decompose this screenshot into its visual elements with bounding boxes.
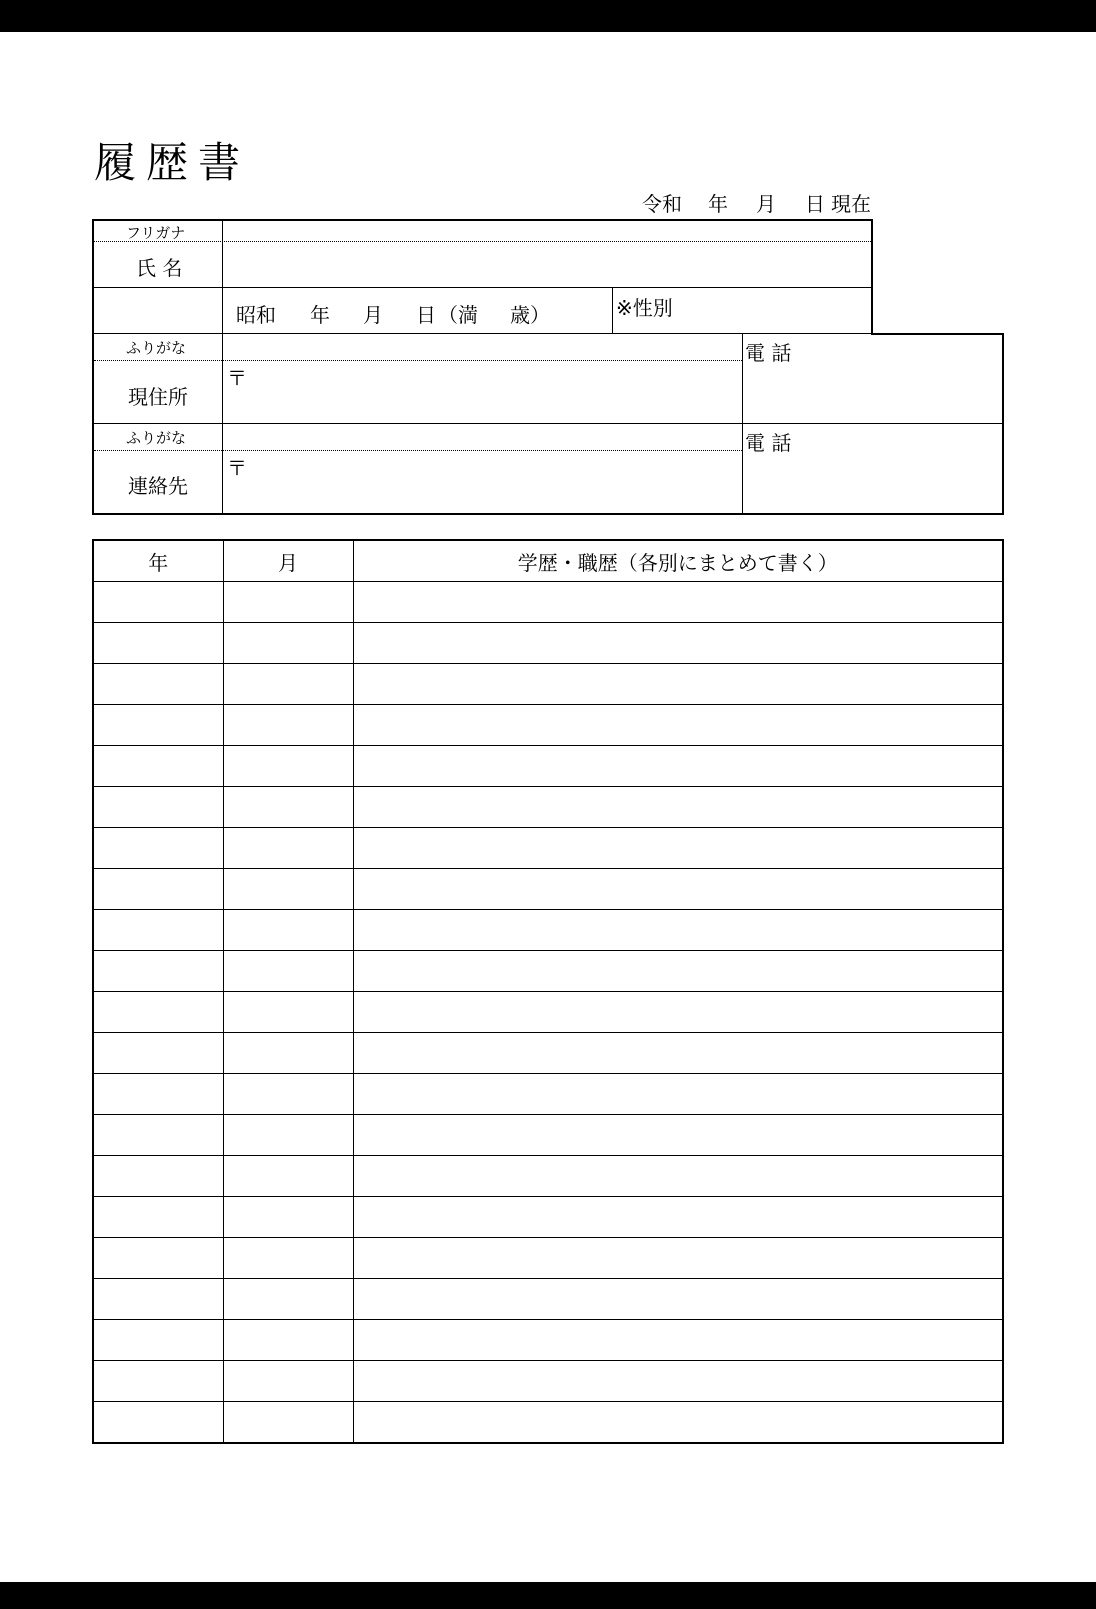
- month-cell[interactable]: [223, 746, 353, 787]
- history-cell[interactable]: [353, 951, 1003, 992]
- date-month-label: 月: [756, 192, 776, 216]
- table-row: [93, 1279, 1003, 1320]
- month-cell[interactable]: [223, 869, 353, 910]
- frame-right-border-upper: [871, 219, 873, 335]
- frame-left-border: [92, 219, 94, 515]
- year-cell[interactable]: [93, 1361, 223, 1402]
- month-cell[interactable]: [223, 582, 353, 623]
- month-cell[interactable]: [223, 623, 353, 664]
- address-field[interactable]: [246, 362, 740, 420]
- history-cell[interactable]: [353, 1320, 1003, 1361]
- table-row: [93, 623, 1003, 664]
- month-cell[interactable]: [223, 951, 353, 992]
- year-cell[interactable]: [93, 582, 223, 623]
- address-phone-field[interactable]: [745, 362, 1000, 420]
- history-table: [92, 539, 1004, 1444]
- label-column-divider: [222, 219, 223, 515]
- birth-year-label: 年: [310, 303, 330, 327]
- gender-divider: [612, 288, 613, 334]
- frame-top-border: [92, 219, 873, 221]
- gender-label: ※性別: [616, 296, 673, 320]
- history-cell[interactable]: [353, 1115, 1003, 1156]
- month-cell[interactable]: [223, 1115, 353, 1156]
- birth-age-close: 歳）: [510, 303, 550, 327]
- year-cell[interactable]: [93, 910, 223, 951]
- table-row: [93, 1361, 1003, 1402]
- contact-field[interactable]: [246, 452, 740, 510]
- year-cell[interactable]: [93, 992, 223, 1033]
- date-as-of: 現在: [831, 192, 871, 216]
- history-cell[interactable]: [353, 623, 1003, 664]
- year-cell[interactable]: [93, 746, 223, 787]
- history-cell[interactable]: [353, 910, 1003, 951]
- table-row: [93, 1197, 1003, 1238]
- contact-postal-icon: 〒: [227, 456, 247, 480]
- table-row: [93, 1156, 1003, 1197]
- contact-phone-field[interactable]: [745, 452, 1000, 510]
- table-row: [93, 582, 1003, 623]
- table-row: [93, 869, 1003, 910]
- year-cell[interactable]: [93, 1156, 223, 1197]
- table-row: [93, 910, 1003, 951]
- history-cell[interactable]: [353, 1238, 1003, 1279]
- frame-right-border-lower: [1002, 333, 1004, 515]
- address-bottom-line: [94, 423, 1002, 424]
- month-cell[interactable]: [223, 828, 353, 869]
- history-cell[interactable]: [353, 787, 1003, 828]
- history-cell[interactable]: [353, 869, 1003, 910]
- address-postal-icon: 〒: [227, 366, 247, 390]
- history-cell[interactable]: [353, 582, 1003, 623]
- month-cell[interactable]: [223, 1197, 353, 1238]
- month-cell[interactable]: [223, 787, 353, 828]
- table-row: [93, 951, 1003, 992]
- table-row: [93, 1402, 1003, 1444]
- history-cell[interactable]: [353, 1074, 1003, 1115]
- year-cell[interactable]: [93, 1033, 223, 1074]
- year-cell[interactable]: [93, 1320, 223, 1361]
- table-row: [93, 1074, 1003, 1115]
- month-cell[interactable]: [223, 1156, 353, 1197]
- month-cell[interactable]: [223, 664, 353, 705]
- year-cell[interactable]: [93, 1402, 223, 1444]
- history-cell[interactable]: [353, 746, 1003, 787]
- address-phone-label: 電 話: [745, 341, 792, 365]
- year-cell[interactable]: [93, 1279, 223, 1320]
- phone-column-divider: [742, 334, 743, 514]
- month-cell[interactable]: [223, 705, 353, 746]
- table-row: [93, 992, 1003, 1033]
- address-furigana-label: ふりがな: [126, 339, 187, 357]
- table-row: [93, 1115, 1003, 1156]
- history-cell[interactable]: [353, 1033, 1003, 1074]
- furigana-label: フリガナ: [126, 224, 186, 242]
- frame-step-border: [871, 333, 1004, 335]
- table-row: [93, 1320, 1003, 1361]
- header-month: 月: [223, 540, 353, 582]
- address-furigana-dotted-line: [94, 360, 742, 361]
- history-cell[interactable]: [353, 664, 1003, 705]
- month-cell[interactable]: [223, 1033, 353, 1074]
- document-title: 履歴書: [94, 138, 251, 187]
- history-cell[interactable]: [353, 828, 1003, 869]
- birth-day-label: 日: [416, 303, 436, 327]
- birth-age-open: （満: [438, 303, 478, 327]
- year-cell[interactable]: [93, 1197, 223, 1238]
- year-cell[interactable]: [93, 705, 223, 746]
- table-row: [93, 664, 1003, 705]
- month-cell[interactable]: [223, 1361, 353, 1402]
- month-cell[interactable]: [223, 992, 353, 1033]
- history-cell[interactable]: [353, 1156, 1003, 1197]
- month-cell[interactable]: [223, 1402, 353, 1444]
- birth-bottom-line: [94, 333, 871, 334]
- table-row: [93, 705, 1003, 746]
- history-cell[interactable]: [353, 1197, 1003, 1238]
- name-bottom-line: [94, 287, 871, 288]
- year-cell[interactable]: [93, 664, 223, 705]
- history-cell[interactable]: [353, 992, 1003, 1033]
- year-cell[interactable]: [93, 869, 223, 910]
- month-cell[interactable]: [223, 910, 353, 951]
- header-year: 年: [93, 540, 223, 582]
- address-label: 現住所: [128, 385, 188, 409]
- date-era: 令和: [642, 192, 682, 216]
- table-row: [93, 1033, 1003, 1074]
- table-row: [93, 828, 1003, 869]
- name-field[interactable]: [224, 243, 870, 286]
- table-row: [93, 1238, 1003, 1279]
- year-cell[interactable]: [93, 1115, 223, 1156]
- history-cell[interactable]: [353, 1279, 1003, 1320]
- history-header-row: [93, 540, 1003, 582]
- table-row: [93, 787, 1003, 828]
- table-row: [93, 746, 1003, 787]
- birth-era: 昭和: [236, 303, 276, 327]
- year-cell[interactable]: [93, 951, 223, 992]
- frame-bottom-border: [92, 513, 1004, 515]
- birth-month-label: 月: [363, 303, 383, 327]
- year-cell[interactable]: [93, 1238, 223, 1279]
- date-year-label: 年: [708, 192, 728, 216]
- month-cell[interactable]: [223, 1279, 353, 1320]
- header-history: 学歴・職歴（各別にまとめて書く）: [353, 540, 1003, 582]
- contact-furigana-label: ふりがな: [126, 429, 187, 447]
- bottom-black-bar: [0, 1582, 1096, 1609]
- history-cell[interactable]: [353, 1402, 1003, 1444]
- year-cell[interactable]: [93, 828, 223, 869]
- contact-furigana-dotted-line: [94, 450, 742, 451]
- year-cell[interactable]: [93, 623, 223, 664]
- year-cell[interactable]: [93, 787, 223, 828]
- top-black-bar: [0, 0, 1096, 32]
- month-cell[interactable]: [223, 1320, 353, 1361]
- history-body: [93, 582, 1003, 1444]
- history-cell[interactable]: [353, 1361, 1003, 1402]
- furigana-dotted-line: [94, 241, 871, 242]
- month-cell[interactable]: [223, 1074, 353, 1115]
- date-day-label: 日: [805, 192, 825, 216]
- month-cell[interactable]: [223, 1238, 353, 1279]
- history-cell[interactable]: [353, 705, 1003, 746]
- name-label: 氏 名: [136, 256, 183, 280]
- contact-label: 連絡先: [128, 474, 188, 498]
- year-cell[interactable]: [93, 1074, 223, 1115]
- contact-phone-label: 電 話: [745, 431, 792, 455]
